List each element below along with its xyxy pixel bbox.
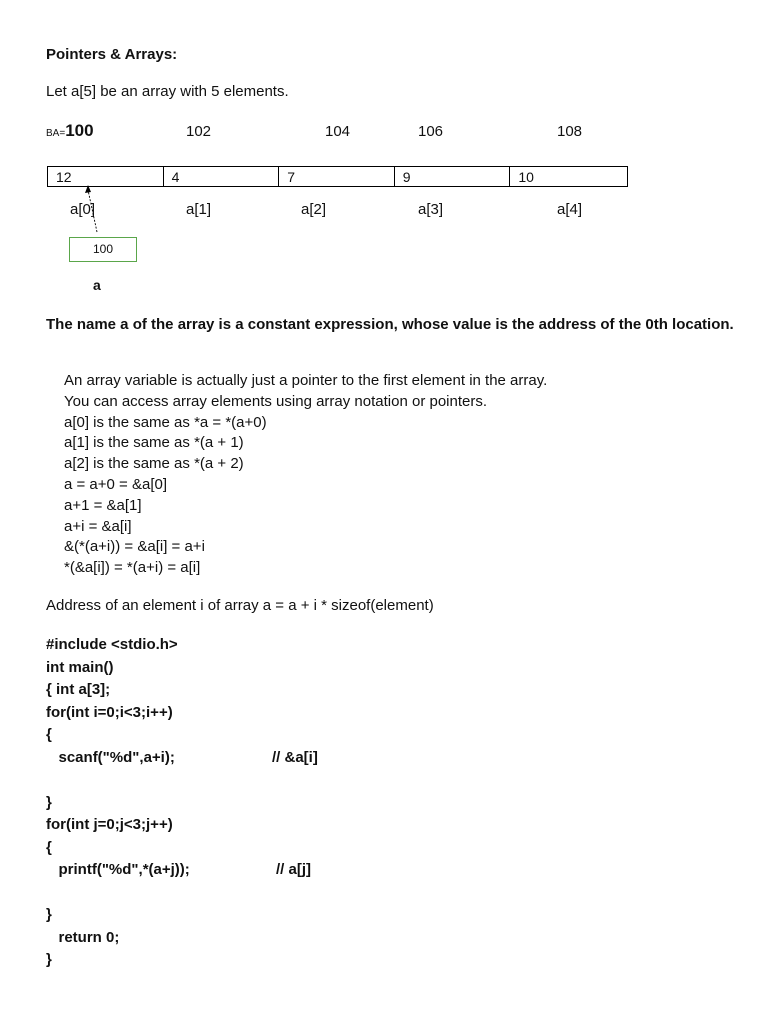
ba-value: 100 xyxy=(65,121,94,140)
ba-prefix: BA= xyxy=(46,128,66,139)
note-line: a[0] is the same as *a = *(a+0) xyxy=(64,413,267,431)
pointer-name: a xyxy=(93,277,101,293)
code-line-printf xyxy=(46,859,312,882)
code-line: { int a[3]; xyxy=(46,681,111,698)
code-line: { xyxy=(46,838,52,856)
note-line: An array variable is actually just a pointer to the first element in the array. xyxy=(64,372,548,389)
code-line: } xyxy=(46,793,52,811)
address-label: 106 xyxy=(418,123,444,140)
note-line: a+i = &a[i] xyxy=(64,517,132,535)
code-line: int main() xyxy=(46,658,114,676)
array-cell: 4 xyxy=(164,167,280,186)
index-label: a[2] xyxy=(301,201,327,218)
page-title: Pointers & Arrays: xyxy=(46,46,178,63)
code-line: for(int i=0;i<3;i++) xyxy=(46,703,173,721)
address-label: 102 xyxy=(186,123,212,140)
statement-text: The name a of the array is a constant expression, whose value is the address of the 0th location. xyxy=(46,316,734,333)
array-cell: 7 xyxy=(279,167,395,186)
code-block xyxy=(46,634,318,972)
array-cell: 12 xyxy=(48,167,164,186)
address-formula: Address of an element i of array a = a + i * sizeof(element) xyxy=(46,597,434,614)
intro-text: Let a[5] be an array with 5 elements. xyxy=(46,83,289,100)
notes-list xyxy=(64,371,547,579)
index-label: a[4] xyxy=(557,201,583,218)
pointer-box: 100 xyxy=(69,237,137,262)
index-label: a[1] xyxy=(186,201,212,218)
code-line: { xyxy=(46,726,52,743)
note-line: a = a+0 = &a[0] xyxy=(64,475,168,493)
note-line: *(&a[i]) = *(a+i) = a[i] xyxy=(64,559,201,577)
code-line: } xyxy=(46,906,52,923)
index-label: a[0] xyxy=(70,201,96,218)
code-line: for(int j=0;j<3;j++) xyxy=(46,816,173,833)
code-line: } xyxy=(46,951,52,968)
note-line: a[1] is the same as *(a + 1) xyxy=(64,434,244,452)
code-comment: // &a[i] xyxy=(272,748,318,766)
note-line: You can access array elements using array notation or pointers. xyxy=(64,392,488,410)
code-text: printf("%d",*(a+j)); xyxy=(46,861,190,878)
code-line xyxy=(46,882,190,905)
code-line: return 0; xyxy=(46,928,120,946)
array-cell: 10 xyxy=(518,169,534,185)
code-text: scanf("%d",a+i); xyxy=(46,748,175,766)
index-label: a[3] xyxy=(418,201,444,218)
note-line: a[2] is the same as *(a + 2) xyxy=(64,455,244,473)
address-label: 108 xyxy=(557,123,583,140)
note-line: &(*(a+i)) = &a[i] = a+i xyxy=(64,538,205,556)
code-line: #include <stdio.h> xyxy=(46,636,178,653)
code-comment: // a[j] xyxy=(276,861,312,878)
array-diagram xyxy=(47,166,628,187)
note-line: a+1 = &a[1] xyxy=(64,496,142,514)
code-line xyxy=(46,769,190,792)
array-cell: 9 xyxy=(395,167,511,186)
pointer-arrow xyxy=(80,182,110,234)
code-line-scanf xyxy=(46,747,318,770)
address-label: 104 xyxy=(325,123,351,140)
base-address-label xyxy=(46,121,94,141)
